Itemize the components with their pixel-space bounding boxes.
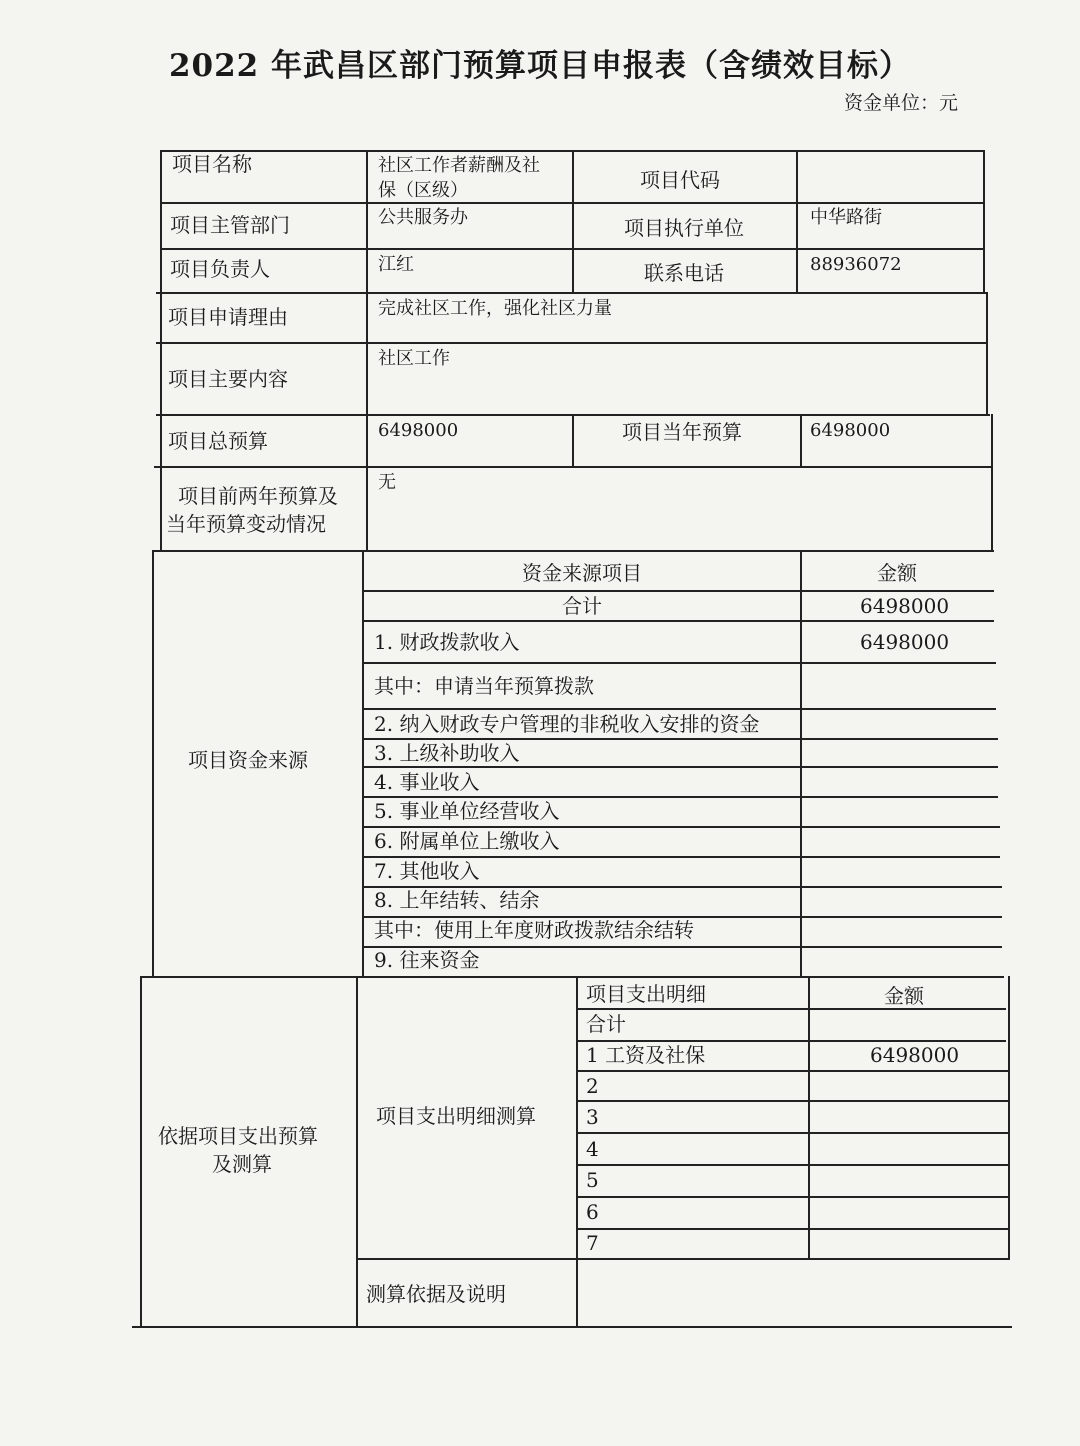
funding-row-label: 9. 往来资金	[374, 948, 480, 972]
expense-detail-calc-label: 项目支出明细测算	[376, 1104, 536, 1128]
expense-row-amount: 6498000	[870, 1043, 960, 1067]
funding-amount-header: 金额	[877, 561, 917, 585]
project-name-value-line2: 保（区级）	[378, 180, 468, 201]
project-leader-value: 江红	[378, 254, 414, 275]
total-budget-label: 项目总预算	[168, 429, 268, 453]
funding-row-label: 其中：使用上年度财政拨款结余结转	[374, 918, 694, 942]
budget-change-value: 无	[378, 472, 396, 493]
expense-section-label-line1: 依据项目支出预算	[158, 1124, 318, 1148]
project-code-label: 项目代码	[640, 168, 720, 192]
funding-row-label: 4. 事业收入	[374, 770, 480, 794]
project-name-label: 项目名称	[172, 152, 252, 176]
funding-row-label: 3. 上级补助收入	[374, 741, 520, 765]
funding-row-label: 7. 其他收入	[374, 859, 480, 883]
expense-row-label: 5	[586, 1168, 599, 1192]
expense-row-label: 2	[586, 1074, 599, 1098]
funding-row-label: 5. 事业单位经营收入	[374, 799, 560, 823]
main-content-value: 社区工作	[378, 348, 450, 369]
expense-row-label: 7	[586, 1231, 599, 1255]
funding-row-label: 8. 上年结转、结余	[374, 888, 540, 912]
expense-detail-header: 项目支出明细	[586, 982, 706, 1006]
currency-unit: 资金单位：元	[843, 92, 958, 114]
funding-row-label: 6. 附属单位上缴收入	[374, 829, 560, 853]
funding-row-total-amount: 6498000	[860, 594, 950, 618]
expense-row-label: 6	[586, 1200, 599, 1224]
supervising-dept-value: 公共服务办	[378, 207, 468, 228]
application-reason-value: 完成社区工作，强化社区力量	[378, 298, 612, 319]
page-title: 2022 年武昌区部门预算项目申报表（含绩效目标）	[168, 48, 912, 84]
executing-unit-label: 项目执行单位	[624, 216, 744, 240]
current-year-budget-value: 6498000	[810, 420, 891, 441]
total-budget-value: 6498000	[378, 420, 459, 441]
funding-row-label: 1. 财政拨款收入	[374, 630, 520, 654]
contact-phone-label: 联系电话	[644, 261, 724, 285]
expense-amount-header: 金额	[884, 984, 924, 1008]
funding-source-header: 资金来源项目	[522, 561, 642, 585]
main-content-label: 项目主要内容	[168, 367, 288, 391]
funding-row-amount: 6498000	[860, 630, 950, 654]
contact-phone-value: 88936072	[810, 254, 902, 275]
expense-section-label-line2: 及测算	[212, 1152, 272, 1176]
funding-section-label: 项目资金来源	[188, 748, 308, 772]
calc-basis-label: 测算依据及说明	[366, 1282, 506, 1306]
funding-row-total-label: 合计	[562, 594, 602, 618]
expense-row-label: 3	[586, 1105, 599, 1129]
expense-row-label: 合计	[586, 1012, 626, 1036]
budget-change-label-line1: 项目前两年预算及	[178, 484, 338, 508]
funding-row-label: 2. 纳入财政专户管理的非税收入安排的资金	[374, 712, 760, 736]
project-leader-label: 项目负责人	[170, 257, 270, 281]
current-year-budget-label: 项目当年预算	[622, 420, 742, 444]
funding-row-label: 其中：申请当年预算拨款	[374, 674, 594, 698]
executing-unit-value: 中华路街	[810, 207, 882, 228]
supervising-dept-label: 项目主管部门	[170, 213, 290, 237]
application-reason-label: 项目申请理由	[168, 305, 288, 329]
budget-change-label-line2: 当年预算变动情况	[166, 512, 326, 536]
expense-row-label: 4	[586, 1137, 599, 1161]
project-name-value-line1: 社区工作者薪酬及社	[378, 155, 540, 176]
expense-row-label: 1 工资及社保	[586, 1043, 706, 1067]
